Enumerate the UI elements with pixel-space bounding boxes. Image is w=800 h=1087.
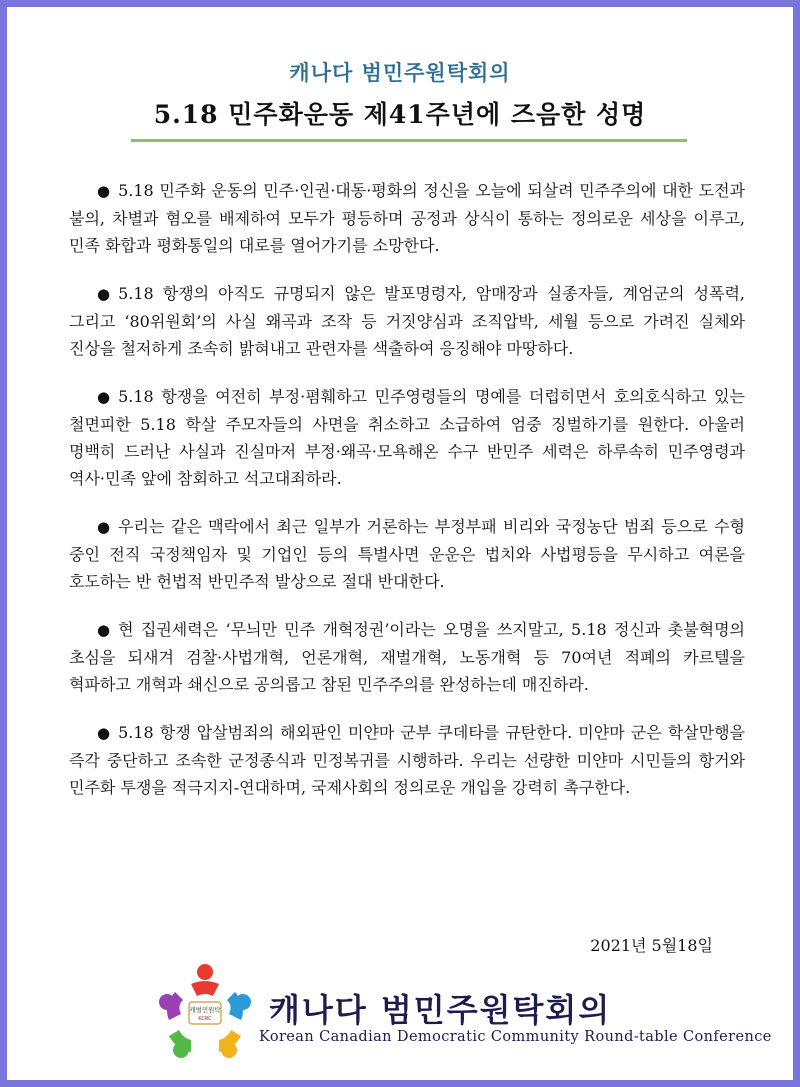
statement-paragraph-4 — [69, 513, 745, 595]
bullet-icon: ● — [97, 518, 111, 536]
logo-text-korean: 캐범민원탁 — [189, 1006, 221, 1014]
document-title: 5.18 민주화운동 제41주년에 즈음한 성명 — [153, 100, 647, 129]
footer-org-name-english: Korean Canadian Democratic Community Round-table Conference — [259, 1029, 772, 1045]
paragraph-text: 5.18 항쟁의 아직도 규명되지 않은 발포명령자, 암매장과 실종자들, 계엄군의 성폭력, 그리고 ‘80위원회’의 사실 왜곡과 조작 등 거짓양심과 조직압박, 세월 등으로 가려진 실체와 진상을 철저하게 조속히 밝혀내고 관련자를 색출하여 응징해야 마땅하다. — [69, 284, 745, 358]
organization-logo-icon — [155, 962, 255, 1062]
statement-body — [69, 177, 745, 822]
logo-text-english: KCRC — [198, 1016, 212, 1022]
bullet-icon: ● — [97, 285, 111, 303]
bullet-icon: ● — [97, 388, 111, 406]
bullet-icon: ● — [97, 724, 111, 742]
paragraph-text: 우리는 같은 맥락에서 최근 일부가 거론하는 부정부패 비리와 국정농단 범죄 등으로 수형 중인 전직 국정책임자 및 기업인 등의 특별사면 운운은 법치와 사법평등을 무시하고 여론을 호도하는 반 헌법적 반민주적 발상으로 절대 반대한다. — [69, 517, 745, 591]
statement-paragraph-3 — [69, 383, 745, 492]
statement-date: 2021년 5월18일 — [590, 936, 713, 955]
paragraph-text: 현 집권세력은 ‘무늬만 민주 개혁정권’이라는 오명을 쓰지말고, 5.18 정신과 촛불혁명의 초심을 되새겨 검찰·사법개혁, 언론개혁, 재벌개혁, 노동개혁 등 70여년 적폐의 카르텔을 혁파하고 개혁과 쇄신으로 공의롭고 참된 민주주의를 완성하는데 매진하라. — [69, 620, 745, 694]
paragraph-text: 5.18 항쟁 압살범죄의 해외판인 미얀마 군부 쿠데타를 규탄한다. 미얀마 군은 학살만행을 즉각 중단하고 조속한 군정종식과 민정복귀를 시행하라. 우리는 선량한 미얀마 시민들의 항거와 민주화 투쟁을 적극지지-연대하며, 국제사회의 정의로운 개입을 강력히 촉구한다. — [69, 723, 745, 797]
bullet-icon: ● — [97, 621, 111, 639]
paragraph-text: 5.18 항쟁을 여전히 부정·폄훼하고 민주영령들의 명예를 더럽히면서 호의호식하고 있는 철면피한 5.18 학살 주모자들의 사면을 취소하고 소급하여 엄중 징벌하기를 원한다. 아울러 명백히 드러난 사실과 진실마저 부정·왜곡·모욕해온 수구 반민주 세력은 하루속히 민주영령과 역사·민족 앞에 참회하고 석고대죄하라. — [69, 387, 745, 488]
statement-paragraph-2 — [69, 280, 745, 362]
statement-paragraph-1 — [69, 177, 745, 259]
org-title: 캐나다 범민주원탁회의 — [289, 61, 511, 85]
footer-org-name: 캐나다 범민주원탁회의 — [269, 991, 612, 1029]
title-divider — [131, 139, 687, 142]
bullet-icon: ● — [97, 182, 111, 200]
statement-paragraph-6 — [69, 719, 745, 801]
statement-paragraph-5 — [69, 616, 745, 698]
paragraph-text: 5.18 민주화 운동의 민주·인권·대동·평화의 정신을 오늘에 되살려 민주주의에 대한 도전과 불의, 차별과 혐오를 배제하여 모두가 평등하며 공정과 상식이 통하는 정의로운 세상을 이루고, 민족 화합과 평화통일의 대로를 열어가기를 소망한다. — [69, 181, 745, 255]
